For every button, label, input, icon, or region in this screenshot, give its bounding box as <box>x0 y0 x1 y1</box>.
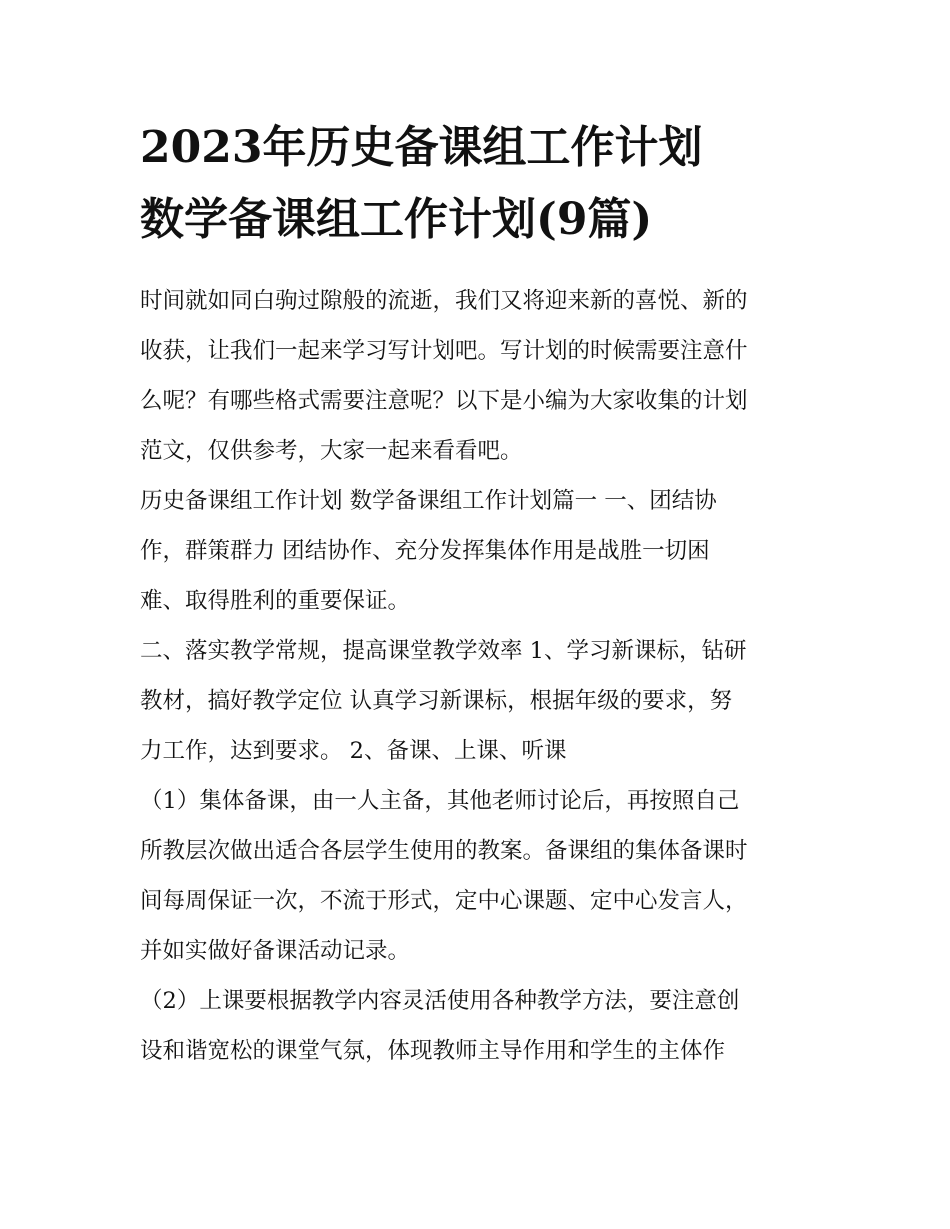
body-line: 间每周保证一次，不流于形式，定中心课题、定中心发言人， <box>140 888 748 914</box>
body-line: （2）上课要根据教学内容灵活使用各种教学方法，要注意创 <box>140 988 740 1014</box>
title-line-2: 数学备课组工作计划(9篇) <box>140 194 653 245</box>
body-line: 么呢？有哪些格式需要注意呢？以下是小编为大家收集的计划 <box>140 388 748 414</box>
title-line-1: 2023年历史备课组工作计划 <box>140 122 703 173</box>
body-line: 二、落实教学常规，提高课堂教学效率 1、学习新课标，钻研 <box>140 638 747 664</box>
body-line: 所教层次做出适合各层学生使用的教案。备课组的集体备课时 <box>140 838 748 864</box>
body-line: 难、取得胜利的重要保证。 <box>140 588 411 614</box>
body-line: 时间就如同白驹过隙般的流逝，我们又将迎来新的喜悦、新的 <box>140 288 748 314</box>
body-line: 教材，搞好教学定位 认真学习新课标，根据年级的要求，努 <box>140 688 733 714</box>
body-line: （1）集体备课，由一人主备，其他老师讨论后，再按照自己 <box>140 788 740 814</box>
body-line: 作，群策群力 团结协作、充分发挥集体作用是战胜一切困 <box>140 538 710 564</box>
document-title <box>140 112 840 256</box>
body-line: 设和谐宽松的课堂气氛，体现教师主导作用和学生的主体作 <box>140 1038 726 1064</box>
body-line: 收获，让我们一起来学习写计划吧。写计划的时候需要注意什 <box>140 338 748 364</box>
body-line: 范文，仅供参考，大家一起来看看吧。 <box>140 438 523 464</box>
body-line: 并如实做好备课活动记录。 <box>140 938 411 964</box>
body-line: 历史备课组工作计划 数学备课组工作计划篇一 一、团结协 <box>140 488 717 514</box>
body-line: 力工作，达到要求。 2、备课、上课、听课 <box>140 738 567 764</box>
document-body <box>140 276 820 1076</box>
